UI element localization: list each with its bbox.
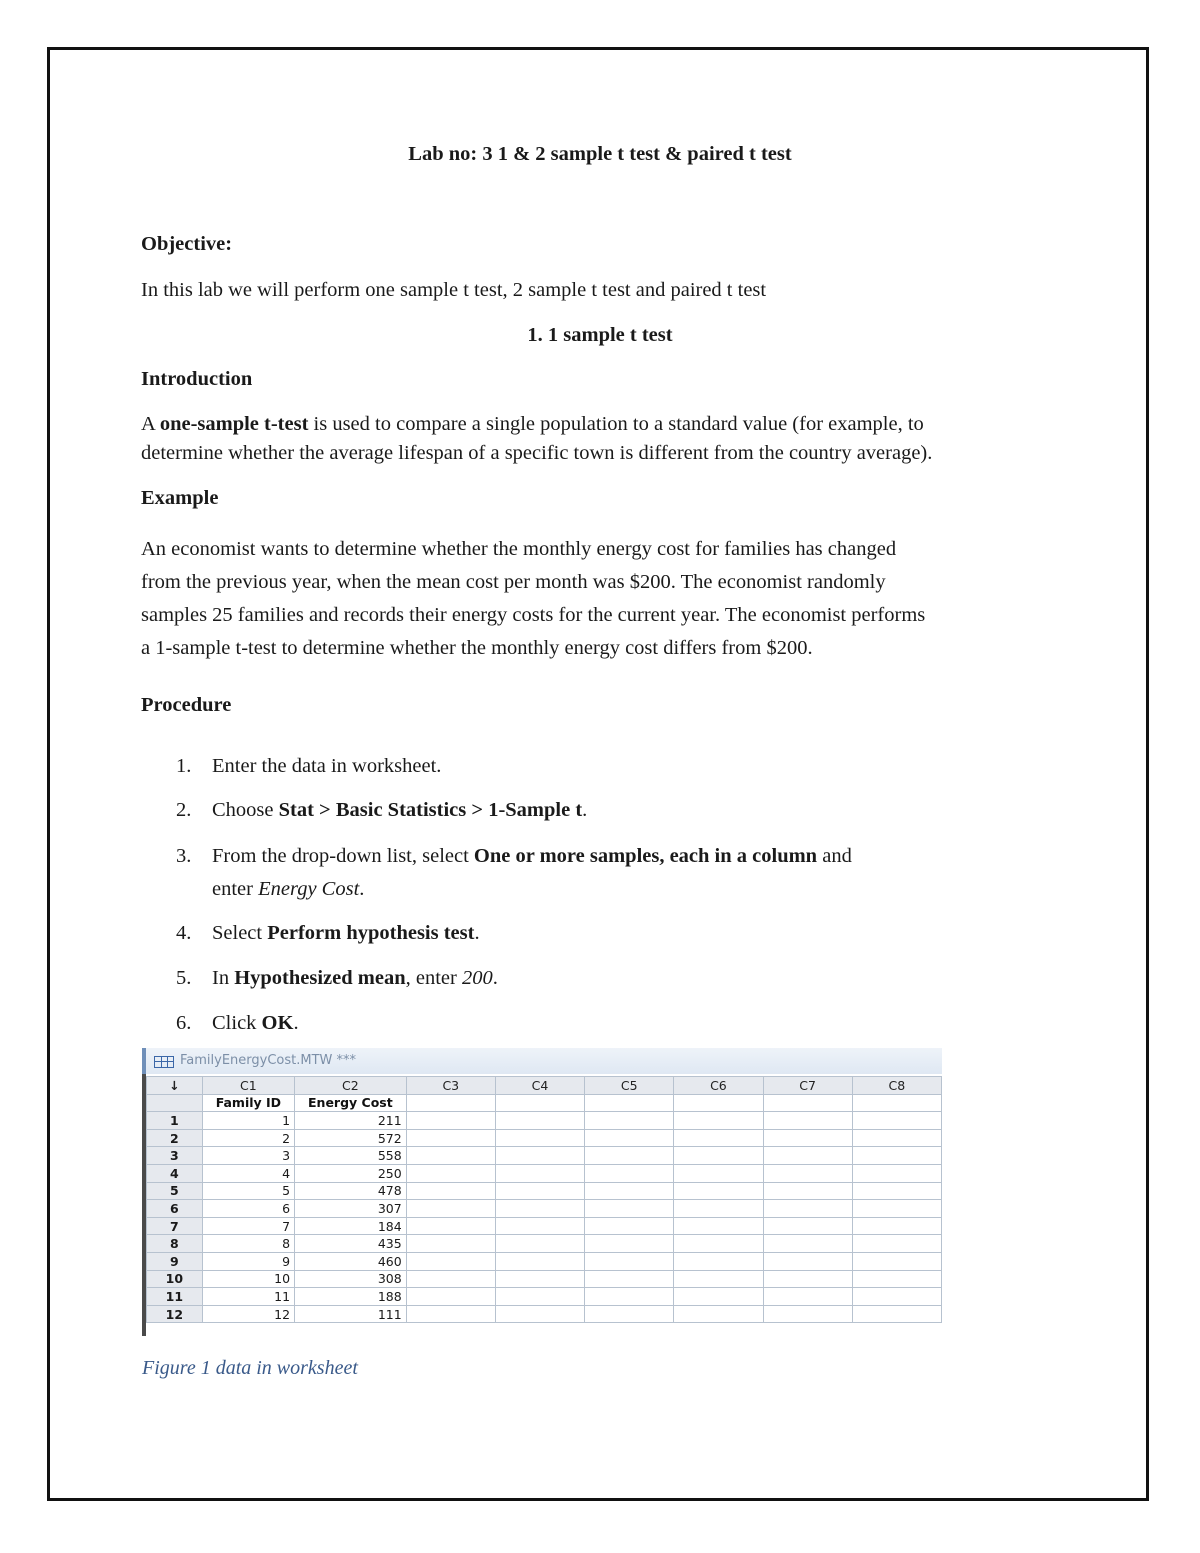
- family-id-cell[interactable]: 9: [202, 1252, 294, 1270]
- energy-cost-cell[interactable]: 111: [295, 1305, 407, 1323]
- energy-cost-cell[interactable]: 307: [295, 1200, 407, 1218]
- empty-cell[interactable]: [406, 1164, 495, 1182]
- empty-cell[interactable]: [406, 1252, 495, 1270]
- empty-cell[interactable]: [406, 1200, 495, 1218]
- empty-cell[interactable]: [674, 1217, 763, 1235]
- empty-cell[interactable]: [495, 1252, 584, 1270]
- column-header[interactable]: C3: [406, 1077, 495, 1095]
- empty-cell[interactable]: [674, 1112, 763, 1130]
- empty-cell[interactable]: [406, 1147, 495, 1165]
- row-header[interactable]: 1: [147, 1112, 203, 1130]
- empty-cell[interactable]: [406, 1288, 495, 1306]
- empty-cell[interactable]: [585, 1164, 674, 1182]
- family-id-cell[interactable]: 2: [202, 1129, 294, 1147]
- empty-cell[interactable]: [674, 1129, 763, 1147]
- empty-cell[interactable]: [763, 1147, 852, 1165]
- table-row: [147, 1200, 942, 1218]
- empty-cell[interactable]: [852, 1217, 941, 1235]
- energy-cost-cell[interactable]: 460: [295, 1252, 407, 1270]
- empty-cell[interactable]: [852, 1252, 941, 1270]
- empty-cell[interactable]: [495, 1288, 584, 1306]
- empty-cell[interactable]: [763, 1129, 852, 1147]
- table-row: [147, 1305, 942, 1323]
- empty-cell[interactable]: [585, 1217, 674, 1235]
- empty-cell[interactable]: [763, 1182, 852, 1200]
- row-header[interactable]: 7: [147, 1217, 203, 1235]
- empty-cell[interactable]: [763, 1270, 852, 1288]
- empty-cell[interactable]: [495, 1217, 584, 1235]
- column-name-cell[interactable]: [674, 1094, 763, 1112]
- row-header[interactable]: 12: [147, 1305, 203, 1323]
- example-line: from the previous year, when the mean cost per month was $200. The economist randomly: [141, 571, 886, 593]
- empty-cell[interactable]: [585, 1235, 674, 1253]
- empty-cell[interactable]: [674, 1305, 763, 1323]
- empty-cell[interactable]: [406, 1305, 495, 1323]
- empty-cell[interactable]: [585, 1288, 674, 1306]
- empty-cell[interactable]: [585, 1129, 674, 1147]
- procedure-step-5: 5. In Hypothesized mean, enter 200.: [176, 967, 498, 989]
- procedure-step-6: 6. Click OK.: [176, 1012, 299, 1034]
- empty-cell[interactable]: [852, 1112, 941, 1130]
- empty-cell[interactable]: [585, 1147, 674, 1165]
- table-row: [147, 1252, 942, 1270]
- family-id-cell[interactable]: 4: [202, 1164, 294, 1182]
- procedure-heading: Procedure: [141, 694, 232, 716]
- empty-cell[interactable]: [674, 1235, 763, 1253]
- empty-cell[interactable]: [852, 1129, 941, 1147]
- column-name-cell[interactable]: [406, 1094, 495, 1112]
- empty-cell[interactable]: [406, 1270, 495, 1288]
- family-id-cell[interactable]: 1: [202, 1112, 294, 1130]
- empty-cell[interactable]: [763, 1200, 852, 1218]
- empty-cell[interactable]: [495, 1112, 584, 1130]
- worksheet-title: FamilyEnergyCost.MTW ***: [180, 1053, 357, 1068]
- empty-cell[interactable]: [585, 1182, 674, 1200]
- family-id-cell[interactable]: 6: [202, 1200, 294, 1218]
- figure-caption: Figure 1 data in worksheet: [142, 1357, 358, 1379]
- column-header[interactable]: C6: [674, 1077, 763, 1095]
- energy-cost-cell[interactable]: 478: [295, 1182, 407, 1200]
- empty-cell[interactable]: [674, 1200, 763, 1218]
- empty-cell[interactable]: [852, 1147, 941, 1165]
- column-header[interactable]: C7: [763, 1077, 852, 1095]
- empty-cell[interactable]: [495, 1305, 584, 1323]
- empty-cell[interactable]: [495, 1200, 584, 1218]
- family-id-cell[interactable]: 5: [202, 1182, 294, 1200]
- empty-cell[interactable]: [763, 1164, 852, 1182]
- empty-cell[interactable]: [495, 1182, 584, 1200]
- empty-cell[interactable]: [674, 1182, 763, 1200]
- empty-cell[interactable]: [674, 1270, 763, 1288]
- table-row: [147, 1112, 942, 1130]
- worksheet-screenshot: [142, 1048, 942, 1336]
- energy-cost-cell[interactable]: 188: [295, 1288, 407, 1306]
- objective-heading: Objective:: [141, 233, 233, 255]
- empty-cell[interactable]: [406, 1112, 495, 1130]
- worksheet-grid: [146, 1076, 942, 1323]
- empty-cell[interactable]: [495, 1235, 584, 1253]
- introduction-heading: Introduction: [141, 368, 253, 390]
- empty-cell[interactable]: [495, 1270, 584, 1288]
- procedure-step-4: 4. Select Perform hypothesis test.: [176, 922, 480, 944]
- energy-cost-cell[interactable]: 435: [295, 1235, 407, 1253]
- empty-cell[interactable]: [852, 1235, 941, 1253]
- example-line: An economist wants to determine whether the monthly energy cost for families has changed: [141, 538, 897, 560]
- row-header[interactable]: 2: [147, 1129, 203, 1147]
- empty-cell[interactable]: [763, 1217, 852, 1235]
- worksheet-title-bar: [142, 1048, 942, 1074]
- empty-cell[interactable]: [852, 1305, 941, 1323]
- row-header[interactable]: 9: [147, 1252, 203, 1270]
- empty-cell[interactable]: [585, 1270, 674, 1288]
- example-heading: Example: [141, 487, 219, 509]
- empty-cell[interactable]: [852, 1288, 941, 1306]
- empty-cell[interactable]: [406, 1182, 495, 1200]
- energy-cost-cell[interactable]: 211: [295, 1112, 407, 1130]
- procedure-step-1: 1. Enter the data in worksheet.: [176, 755, 442, 777]
- empty-cell[interactable]: [852, 1182, 941, 1200]
- family-id-cell[interactable]: 8: [202, 1235, 294, 1253]
- family-id-cell[interactable]: 12: [202, 1305, 294, 1323]
- energy-cost-cell[interactable]: 308: [295, 1270, 407, 1288]
- column-name-cell[interactable]: [495, 1094, 584, 1112]
- table-row: [147, 1235, 942, 1253]
- row-header[interactable]: 6: [147, 1200, 203, 1218]
- one-sample-t-test-term: one-sample t-test: [159, 413, 309, 435]
- energy-cost-cell[interactable]: 558: [295, 1147, 407, 1165]
- introduction-line-1: A one-sample t-test is used to compare a single population to a standard value (for example, to: [141, 413, 924, 435]
- procedure-step-3-continuation: enter Energy Cost.: [212, 878, 365, 900]
- introduction-line-2: determine whether the average lifespan of a specific town is different from the country average).: [141, 442, 933, 464]
- empty-cell[interactable]: [585, 1252, 674, 1270]
- column-header[interactable]: C1: [202, 1077, 294, 1095]
- column-name-row: [147, 1094, 942, 1112]
- column-name-cell[interactable]: [763, 1094, 852, 1112]
- empty-cell[interactable]: [763, 1288, 852, 1306]
- family-id-cell[interactable]: 10: [202, 1270, 294, 1288]
- row-header[interactable]: 3: [147, 1147, 203, 1165]
- table-row: [147, 1182, 942, 1200]
- row-header: [147, 1094, 203, 1112]
- column-header[interactable]: C5: [585, 1077, 674, 1095]
- empty-cell[interactable]: [495, 1164, 584, 1182]
- empty-cell[interactable]: [763, 1305, 852, 1323]
- column-header-row: [147, 1077, 942, 1095]
- empty-cell[interactable]: [852, 1164, 941, 1182]
- empty-cell[interactable]: [495, 1129, 584, 1147]
- empty-cell[interactable]: [406, 1235, 495, 1253]
- empty-cell[interactable]: [406, 1217, 495, 1235]
- example-line: samples 25 families and records their energy costs for the current year. The economist performs: [141, 604, 926, 626]
- row-header[interactable]: 8: [147, 1235, 203, 1253]
- empty-cell[interactable]: [406, 1129, 495, 1147]
- empty-cell[interactable]: [763, 1252, 852, 1270]
- empty-cell[interactable]: [852, 1200, 941, 1218]
- empty-cell[interactable]: [585, 1305, 674, 1323]
- family-id-cell[interactable]: 7: [202, 1217, 294, 1235]
- objective-text: In this lab we will perform one sample t test, 2 sample t test and paired t test: [141, 279, 767, 301]
- family-id-cell[interactable]: 3: [202, 1147, 294, 1165]
- row-header[interactable]: 11: [147, 1288, 203, 1306]
- row-header[interactable]: 10: [147, 1270, 203, 1288]
- table-row: [147, 1270, 942, 1288]
- example-line: a 1-sample t-test to determine whether the monthly energy cost differs from $200.: [141, 637, 813, 659]
- column-name-cell[interactable]: [852, 1094, 941, 1112]
- procedure-step-3: 3. From the drop-down list, select One or more samples, each in a column and: [176, 845, 852, 867]
- worksheet-grid-icon: [154, 1056, 174, 1068]
- table-row: [147, 1217, 942, 1235]
- empty-cell[interactable]: [674, 1252, 763, 1270]
- empty-cell[interactable]: [763, 1112, 852, 1130]
- row-header[interactable]: 4: [147, 1164, 203, 1182]
- energy-cost-cell[interactable]: 250: [295, 1164, 407, 1182]
- column-header[interactable]: C2: [295, 1077, 407, 1095]
- empty-cell[interactable]: [674, 1147, 763, 1165]
- document-title: Lab no: 3 1 & 2 sample t test & paired t test: [408, 143, 792, 165]
- column-name-cell[interactable]: Family ID: [202, 1094, 294, 1112]
- empty-cell[interactable]: [763, 1235, 852, 1253]
- column-name-cell[interactable]: Energy Cost: [295, 1094, 407, 1112]
- energy-cost-cell[interactable]: 572: [295, 1129, 407, 1147]
- column-header[interactable]: C4: [495, 1077, 584, 1095]
- procedure-step-2: 2. Choose Stat > Basic Statistics > 1-Sample t.: [176, 799, 588, 821]
- empty-cell[interactable]: [674, 1288, 763, 1306]
- empty-cell[interactable]: [674, 1164, 763, 1182]
- table-row: [147, 1129, 942, 1147]
- row-header[interactable]: 5: [147, 1182, 203, 1200]
- column-header[interactable]: C8: [852, 1077, 941, 1095]
- table-row: [147, 1164, 942, 1182]
- corner-cell[interactable]: ↓: [147, 1077, 203, 1095]
- family-id-cell[interactable]: 11: [202, 1288, 294, 1306]
- energy-cost-cell[interactable]: 184: [295, 1217, 407, 1235]
- table-row: [147, 1288, 942, 1306]
- column-name-cell[interactable]: [585, 1094, 674, 1112]
- empty-cell[interactable]: [852, 1270, 941, 1288]
- empty-cell[interactable]: [585, 1112, 674, 1130]
- empty-cell[interactable]: [585, 1200, 674, 1218]
- section-heading-1-sample-t-test: 1. 1 sample t test: [527, 324, 673, 346]
- table-row: [147, 1147, 942, 1165]
- empty-cell[interactable]: [495, 1147, 584, 1165]
